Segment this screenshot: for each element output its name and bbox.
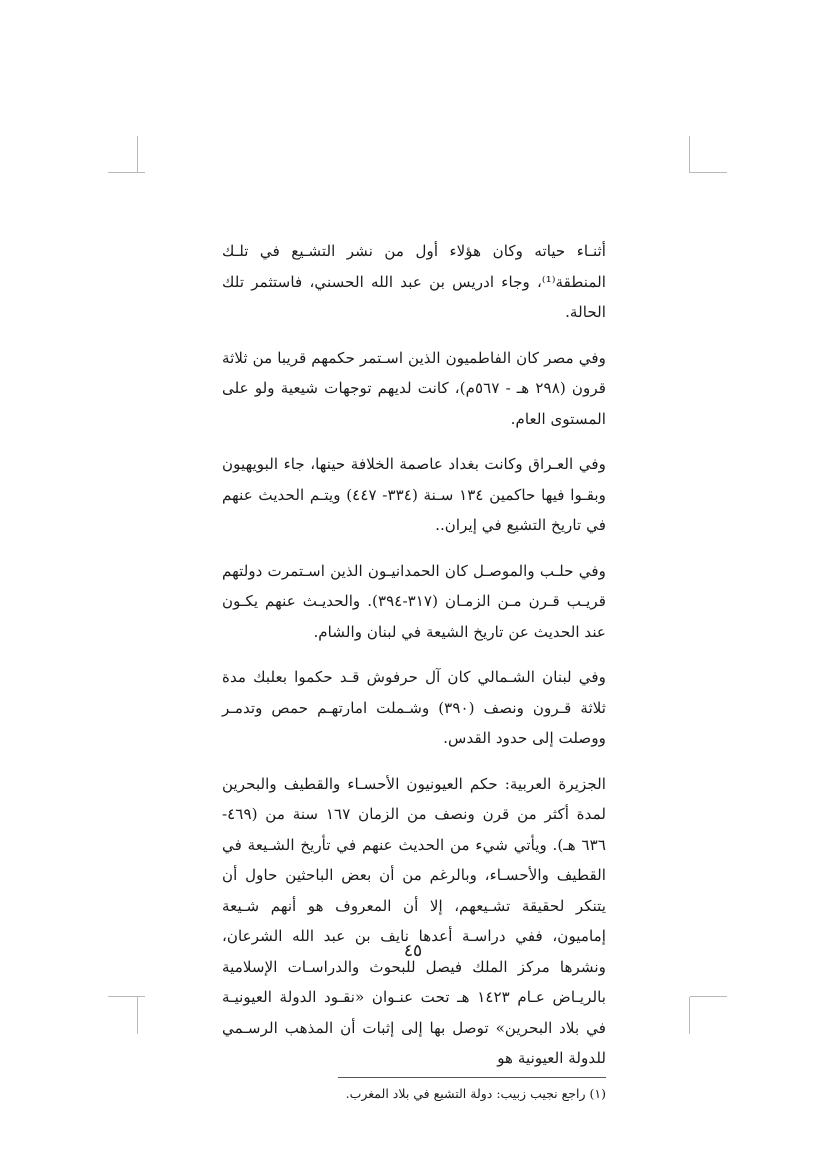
paragraph: وفي لبنان الشـمالي كان آل حرفوش قـد حكموا بعلبك مدة ثلاثة قـرون ونصف (٣٩٠) وشـملت امارتهـم حمص وتدمـر ووصلت إلى حدود القدس. [222,668,606,747]
crop-mark [108,172,145,173]
paragraph: الجزيرة العربية: حكم العيونيون الأحسـاء والقطيف والبحرين لمدة أكثر من قرن ونصف من الزمان ١٦٧ سنة من (٤٦٩- ٦٣٦ هـ). ويأتي شيء من الحديث عنهم في تأريخ الشـيعة في القطيف والأحسـاء، وبالرغم من أن بعض الباحثين حاول أن يتنكر لحقيقة تشـيعهم، إلا أن المعروف هو أنهم شـيعة إماميون، ففي دراسـة أعدها نايف بن عبد الله الشرعان، ونشرها مركز الملك فيصل للبحوث والدراسـات الإسلامية بالريـاض عـام ١٤٢٣ هـ تحت عنـوان «نقـود الدولة العيونيـة في بلاد البحرين» توصل بها إلى إثبات أن المذهب الرسـمي للدولة العيونية هو [222,774,606,1067]
crop-mark [108,996,145,997]
crop-mark [689,136,690,173]
paragraph: أثنـاء حياته وكان هؤلاء أول من نشر التشـيع في تلـك المنطقة⁽¹⁾، وجاء ادريس بن عبد الله الحسني، فاستثمر تلك الحالة. [222,242,606,321]
body-text [222,236,606,1104]
crop-mark [137,997,138,1034]
footnote-divider [338,1077,606,1078]
page-number: ٤٥ [403,941,423,961]
crop-mark [690,172,727,173]
crop-mark [690,996,727,997]
paragraph: وفي حلـب والموصـل كان الحمدانيـون الذين اسـتمرت دولتهم قريـب قـرن مـن الزمـان (٣١٧-٣٩٤). والحديـث عنهم يكـون عند الحديث عن تاريخ الشيعة في لبنان والشام. [222,561,606,641]
paragraph: وفي العـراق وكانت بغداد عاصمة الخلافة حينها، جاء البويهيون وبقـوا فيها حاكمين ١٣٤ سـنة (٣٣٤- ٤٤٧) ويتـم الحديث عنهم في تاريخ التشيع في إيران.. [222,455,606,534]
crop-mark [689,997,690,1034]
paragraph: وفي مصر كان الفاطميون الذين اسـتمر حكمهم قريبا من ثلاثة قرون (٢٩٨ هـ - ٥٦٧م)، كانت لديهم توجهات شيعية ولو على المستوى العام. [222,348,607,428]
footnote: (١) راجع نجيب زبيب: دولة التشيع في بلاد المغرب. [345,1085,606,1101]
crop-mark [137,136,138,173]
